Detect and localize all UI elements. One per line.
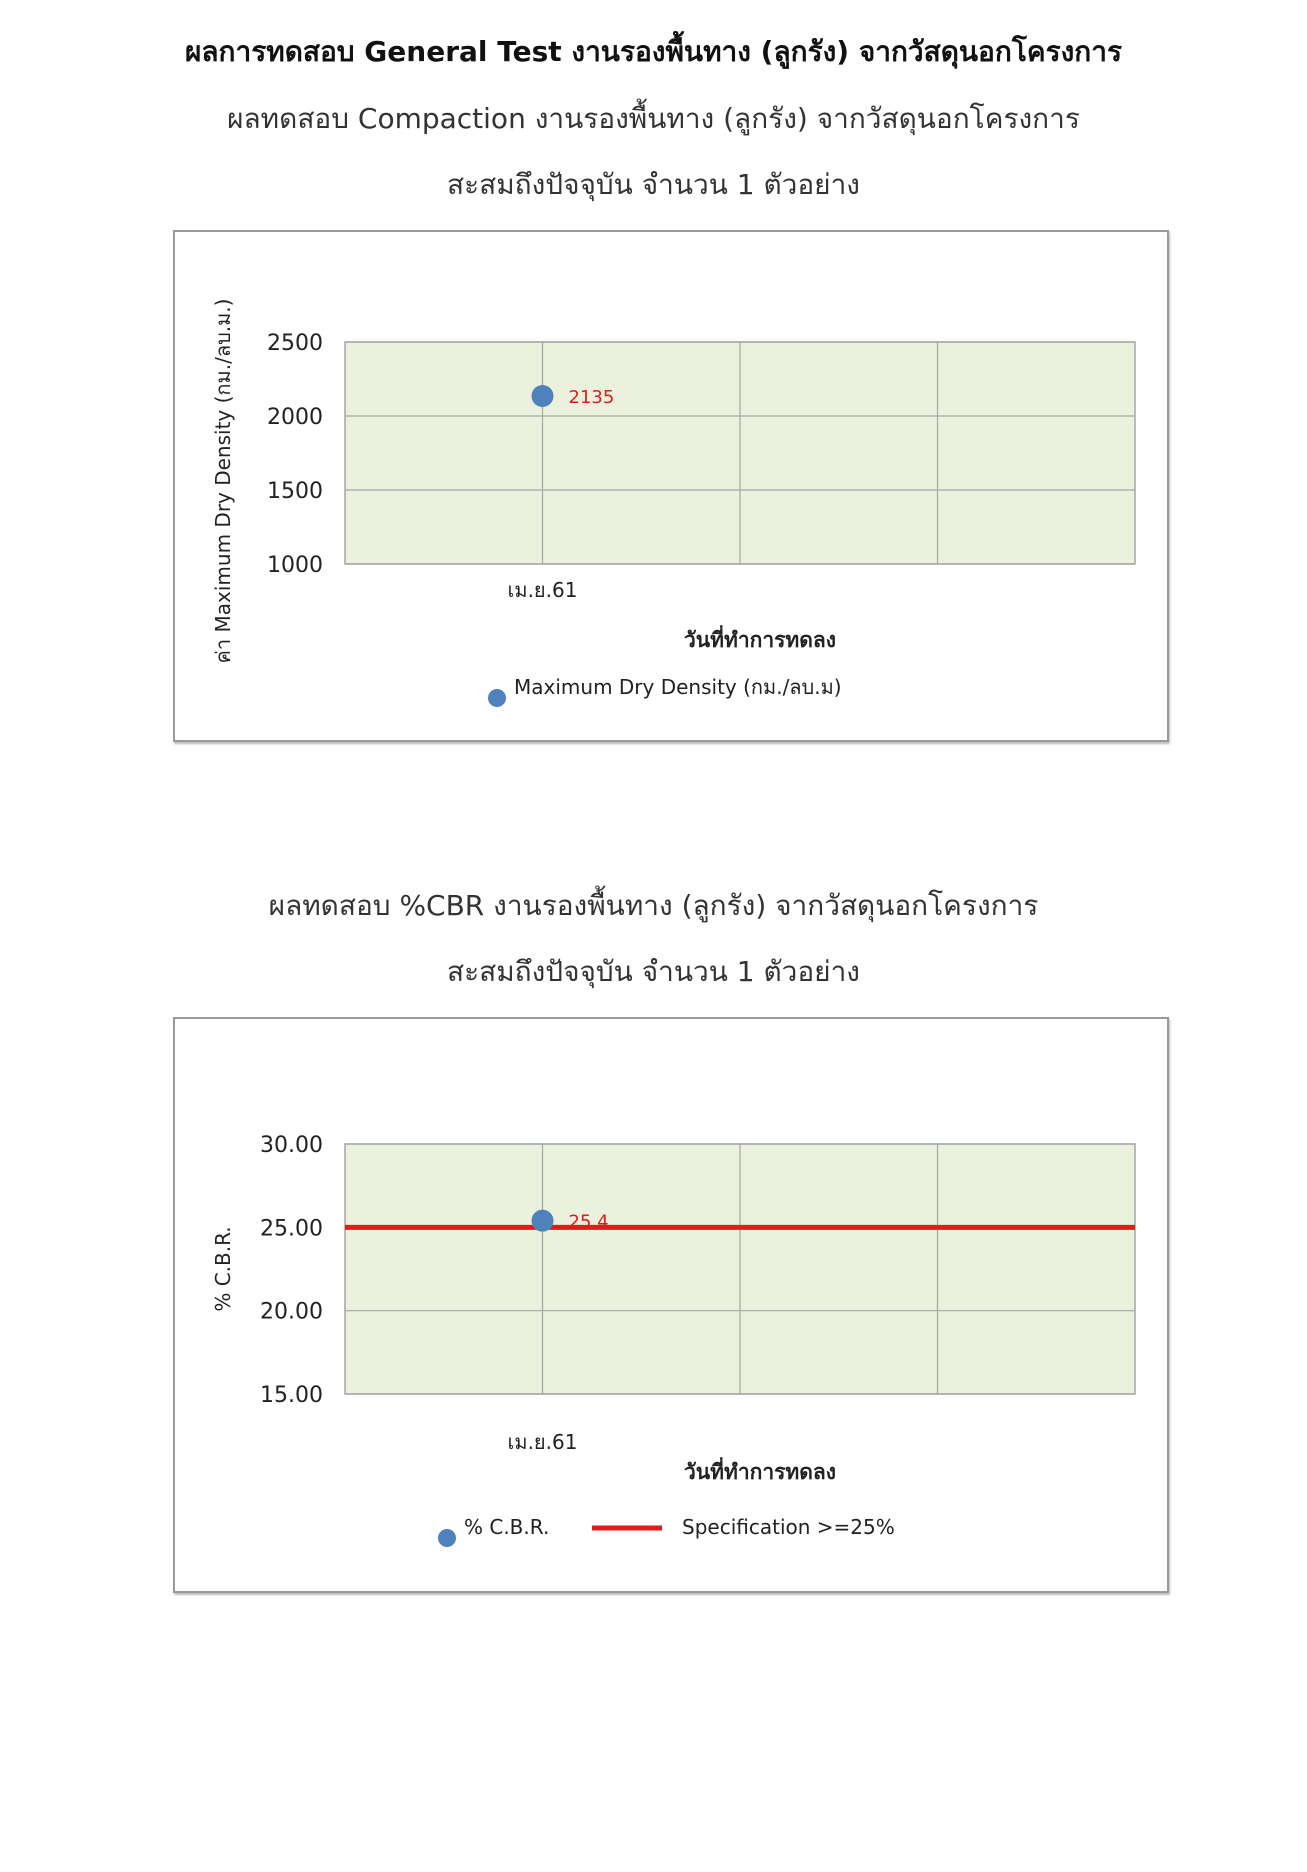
- compaction-chart: [173, 230, 1169, 742]
- y-tick-label: 1000: [267, 553, 323, 578]
- chart1-subtitle: สะสมถึงปัจจุบัน จำนวน 1 ตัวอย่าง: [447, 168, 860, 201]
- y-axis-label: % C.B.R.: [211, 1226, 235, 1312]
- y-tick-label: 25.00: [260, 1216, 323, 1242]
- cbr-chart-svg: [175, 1019, 1167, 1591]
- y-tick-label: 30.00: [260, 1133, 323, 1158]
- legend-label: Maximum Dry Density (กม./ลบ.ม): [514, 675, 842, 699]
- chart2-subtitle: สะสมถึงปัจจุบัน จำนวน 1 ตัวอย่าง: [447, 955, 860, 988]
- data-point: [532, 1210, 554, 1232]
- x-axis-label: วันที่ทำการทดลง: [683, 1460, 837, 1484]
- y-tick-label: 2500: [267, 331, 323, 356]
- chart1-title: ผลทดสอบ Compaction งานรองพื้นทาง (ลูกรัง) จากวัสดุนอกโครงการ: [227, 102, 1080, 135]
- compaction-chart-svg: [175, 232, 1167, 740]
- x-axis-label: วันที่ทำการทดลง: [683, 628, 837, 652]
- chart2-title: ผลทดสอบ %CBR งานรองพื้นทาง (ลูกรัง) จากวัสดุนอกโครงการ: [268, 889, 1039, 922]
- y-tick-label: 1500: [267, 479, 323, 504]
- data-label: 2135: [568, 387, 615, 409]
- cbr-chart: [173, 1017, 1169, 1593]
- x-tick-label: เม.ย.61: [507, 578, 578, 602]
- data-point: [532, 385, 554, 407]
- legend-label: Specification >=25%: [682, 1515, 895, 1539]
- data-label: 25.4: [568, 1211, 609, 1233]
- page-title: ผลการทดสอบ General Test งานรองพื้นทาง (ลูกรัง) จากวัสดุนอกโครงการ: [184, 35, 1123, 68]
- y-tick-label: 15.00: [260, 1383, 323, 1408]
- legend-label: % C.B.R.: [464, 1515, 550, 1539]
- y-tick-label: 20.00: [260, 1299, 323, 1325]
- legend-marker: [438, 1529, 456, 1547]
- y-tick-label: 2000: [267, 405, 323, 430]
- legend-marker: [488, 689, 506, 707]
- x-tick-label: เม.ย.61: [507, 1430, 578, 1454]
- y-axis-label: ค่า Maximum Dry Density (กม./ลบ.ม.): [211, 298, 235, 664]
